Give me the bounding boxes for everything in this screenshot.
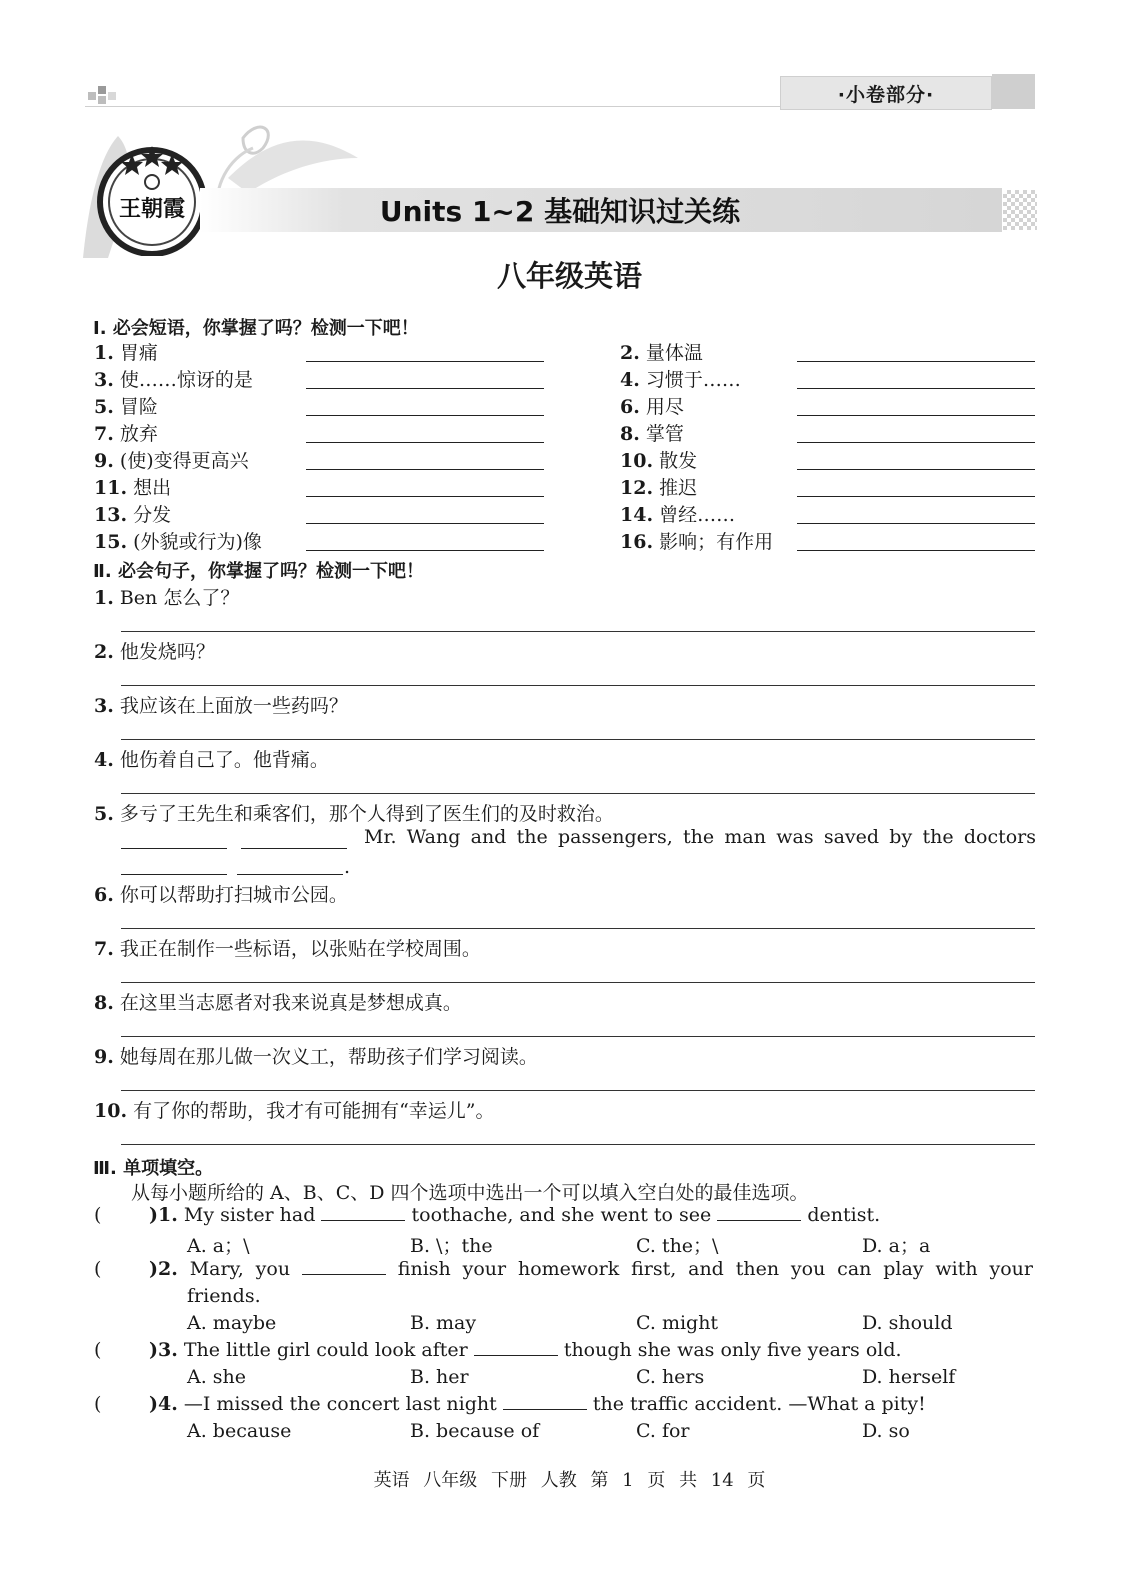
sentence-prompt: 多亏了王先生和乘客们，那个人得到了医生们的及时救治。 — [119, 803, 614, 825]
page-title: Units 1~2 基础知识过关练 — [379, 195, 741, 228]
phrase-item — [94, 446, 249, 473]
phrase-text: 量体温 — [645, 342, 703, 364]
phrase-item — [94, 419, 158, 446]
phrase-item — [94, 527, 262, 554]
option-d[interactable]: D. should — [862, 1312, 953, 1334]
answer-blank[interactable] — [306, 523, 544, 524]
sentence-prompt: 她每周在那儿做一次义工，帮助孩子们学习阅读。 — [119, 1046, 538, 1068]
answer-blank[interactable] — [306, 469, 544, 470]
answer-blank[interactable] — [241, 848, 347, 849]
phrase-text: 冒险 — [119, 396, 158, 418]
page-subtitle: 八年级英语 — [496, 259, 642, 293]
phrase-text: (外貌或行为)像 — [133, 531, 262, 553]
answer-line[interactable] — [121, 1144, 1035, 1145]
option-b[interactable]: B. \；the — [410, 1235, 493, 1257]
sentence-item — [94, 1042, 538, 1069]
sentence-item — [94, 691, 348, 718]
answer-blank[interactable] — [797, 361, 1035, 362]
fill-blank[interactable] — [474, 1341, 558, 1356]
question-text: finish your homework first, and then you can play with your — [397, 1258, 1033, 1280]
section3-instruction: 从每小题所给的 A、B、C、D 四个选项中选出一个可以填入空白处的最佳选项。 — [131, 1182, 809, 1204]
answer-line[interactable] — [121, 685, 1035, 686]
answer-blank[interactable] — [797, 442, 1035, 443]
sentence-item — [94, 988, 462, 1015]
phrase-item — [94, 473, 171, 500]
phrase-item — [620, 500, 735, 527]
answer-blank[interactable] — [121, 874, 227, 875]
phrase-text: 想出 — [133, 477, 172, 499]
logo-text: 王朝霞 — [118, 196, 186, 222]
section-tag-end-block — [992, 74, 1035, 109]
fill-blank[interactable] — [503, 1395, 587, 1410]
section1-heading: Ⅰ. 必会短语，你掌握了吗？检测一下吧！ — [93, 318, 419, 339]
question-text: Mary, you — [189, 1258, 291, 1280]
section3-heading: Ⅲ. 单项填空。 — [93, 1158, 214, 1179]
sentence-item — [94, 637, 215, 664]
phrase-item — [620, 365, 741, 392]
answer-blank[interactable] — [797, 550, 1035, 551]
sentence-item — [94, 799, 614, 826]
sentence-prompt: 他发烧吗？ — [119, 641, 215, 663]
answer-blank[interactable] — [797, 469, 1035, 470]
phrase-text: (使)变得更高兴 — [119, 450, 249, 472]
item-number: 6. — [620, 396, 640, 418]
answer-blank[interactable] — [306, 388, 544, 389]
item-number: 13. — [94, 504, 128, 526]
item-number: 4. — [94, 749, 114, 771]
sentence-prompt: 在这里当志愿者对我来说真是梦想成真。 — [119, 992, 462, 1014]
phrase-item — [94, 500, 171, 527]
option-d[interactable]: D. so — [862, 1420, 910, 1442]
item-number: 1. — [94, 587, 114, 609]
question-text: —I missed the concert last night — [183, 1393, 497, 1415]
sentence-item — [94, 583, 239, 610]
sentence-item — [94, 745, 329, 772]
option-b[interactable]: B. because of — [410, 1420, 540, 1442]
phrase-text: 放弃 — [119, 423, 158, 445]
phrase-item — [620, 338, 703, 365]
phrase-text: 推迟 — [659, 477, 698, 499]
answer-blank[interactable] — [797, 496, 1035, 497]
sentence-5-fill-text: Mr. Wang and the passengers, the man was saved by the doctors — [364, 826, 1036, 848]
item-number: 16. — [620, 531, 654, 553]
phrase-text: 影响；有作用 — [659, 531, 774, 553]
answer-line[interactable] — [121, 793, 1035, 794]
phrase-text: 掌管 — [645, 423, 684, 445]
item-number: 1. — [94, 342, 114, 364]
sentence-item — [94, 1096, 495, 1123]
question-stem — [149, 1393, 926, 1415]
section-tag: ·小卷部分· — [780, 76, 992, 110]
option-a[interactable]: A. she — [187, 1366, 247, 1388]
brand-logo-seal — [94, 140, 210, 256]
phrase-text: 习惯于…… — [645, 369, 741, 391]
option-a[interactable]: A. a；\ — [187, 1235, 250, 1257]
sentence-prompt: 他伤着自己了。他背痛。 — [119, 749, 329, 771]
sentence-prompt: 我正在制作一些标语，以张贴在学校周围。 — [119, 938, 481, 960]
option-b[interactable]: B. may — [410, 1312, 477, 1334]
answer-paren[interactable]: ( — [94, 1258, 102, 1280]
answer-line[interactable] — [121, 1090, 1035, 1091]
item-number: 9. — [94, 450, 114, 472]
sentence-prompt: 有了你的帮助，我才有可能拥有“幸运儿”。 — [133, 1100, 495, 1122]
phrase-item — [620, 446, 697, 473]
sentence-prompt: 我应该在上面放一些药吗？ — [119, 695, 348, 717]
phrase-text: 曾经…… — [659, 504, 736, 526]
item-number: 6. — [94, 884, 114, 906]
sentence-item — [94, 880, 348, 907]
answer-blank[interactable] — [306, 496, 544, 497]
question-text: the traffic accident. —What a pity! — [592, 1393, 926, 1415]
answer-blank[interactable] — [797, 415, 1035, 416]
question-number: )2. — [149, 1258, 178, 1280]
phrase-item — [94, 365, 253, 392]
answer-blank[interactable] — [306, 361, 544, 362]
item-number: 3. — [94, 369, 114, 391]
phrase-item — [620, 473, 697, 500]
fill-blank[interactable] — [717, 1206, 801, 1221]
answer-paren[interactable]: ( — [94, 1393, 102, 1415]
phrase-item — [94, 338, 158, 365]
answer-line[interactable] — [121, 739, 1035, 740]
item-number: 4. — [620, 369, 640, 391]
question-number: )3. — [149, 1339, 178, 1361]
option-a[interactable]: A. maybe — [187, 1312, 277, 1334]
question-text: dentist. — [807, 1204, 881, 1226]
checker-decoration — [1003, 190, 1037, 230]
answer-blank[interactable] — [797, 523, 1035, 524]
item-number: 7. — [94, 938, 114, 960]
item-number: 10. — [620, 450, 654, 472]
phrase-item — [620, 419, 684, 446]
sentence-item — [94, 934, 481, 961]
page-footer: 英语 八年级 下册 人教 第 1 页 共 14 页 — [373, 1470, 766, 1491]
option-b[interactable]: B. her — [410, 1366, 469, 1388]
phrase-text: 胃痛 — [119, 342, 158, 364]
answer-blank[interactable] — [237, 874, 343, 875]
item-number: 9. — [94, 1046, 114, 1068]
item-number: 5. — [94, 803, 114, 825]
item-number: 15. — [94, 531, 128, 553]
sentence-prompt: Ben 怎么了？ — [119, 587, 240, 609]
period: . — [344, 856, 351, 878]
question-number: )4. — [149, 1393, 178, 1415]
answer-line[interactable] — [121, 982, 1035, 983]
question-text: My sister had — [183, 1204, 316, 1226]
item-number: 7. — [94, 423, 114, 445]
item-number: 8. — [94, 992, 114, 1014]
option-c[interactable]: C. hers — [636, 1366, 705, 1388]
answer-blank[interactable] — [306, 442, 544, 443]
fill-blank[interactable] — [302, 1260, 386, 1275]
item-number: 12. — [620, 477, 654, 499]
phrase-text: 分发 — [133, 504, 172, 526]
option-a[interactable]: A. because — [187, 1420, 292, 1442]
option-d[interactable]: D. a；a — [862, 1235, 931, 1257]
item-number: 2. — [620, 342, 640, 364]
item-number: 8. — [620, 423, 640, 445]
phrase-item — [94, 392, 158, 419]
question-number: )1. — [149, 1204, 178, 1226]
item-number: 2. — [94, 641, 114, 663]
question-stem — [149, 1204, 880, 1226]
answer-blank[interactable] — [306, 415, 544, 416]
item-number: 5. — [94, 396, 114, 418]
answer-line[interactable] — [121, 1036, 1035, 1037]
answer-blank[interactable] — [121, 848, 227, 849]
phrase-text: 使……惊讶的是 — [119, 369, 253, 391]
answer-blank[interactable] — [797, 388, 1035, 389]
phrase-item — [620, 392, 684, 419]
answer-paren[interactable]: ( — [94, 1204, 102, 1226]
question-stem — [149, 1339, 902, 1361]
question-continuation: friends. — [187, 1285, 261, 1307]
section2-heading: Ⅱ. 必会句子，你掌握了吗？检测一下吧！ — [93, 561, 424, 582]
question-text: though she was only five years old. — [563, 1339, 902, 1361]
answer-blank[interactable] — [306, 550, 544, 551]
phrase-text: 散发 — [659, 450, 698, 472]
phrase-item — [620, 527, 773, 554]
item-number: 3. — [94, 695, 114, 717]
sentence-prompt: 你可以帮助打扫城市公园。 — [119, 884, 348, 906]
option-c[interactable]: C. for — [636, 1420, 690, 1442]
question-text: The little girl could look after — [183, 1339, 468, 1361]
answer-line[interactable] — [121, 631, 1035, 632]
item-number: 10. — [94, 1100, 128, 1122]
item-number: 11. — [94, 477, 128, 499]
option-d[interactable]: D. herself — [862, 1366, 956, 1388]
item-number: 14. — [620, 504, 654, 526]
corner-squares-decoration — [88, 86, 128, 106]
phrase-text: 用尽 — [645, 396, 684, 418]
question-stem — [149, 1258, 1033, 1280]
question-text: toothache, and she went to see — [411, 1204, 712, 1226]
answer-line[interactable] — [121, 928, 1035, 929]
answer-paren[interactable]: ( — [94, 1339, 102, 1361]
fill-blank[interactable] — [321, 1206, 405, 1221]
option-c[interactable]: C. the；\ — [636, 1235, 719, 1257]
option-c[interactable]: C. might — [636, 1312, 719, 1334]
